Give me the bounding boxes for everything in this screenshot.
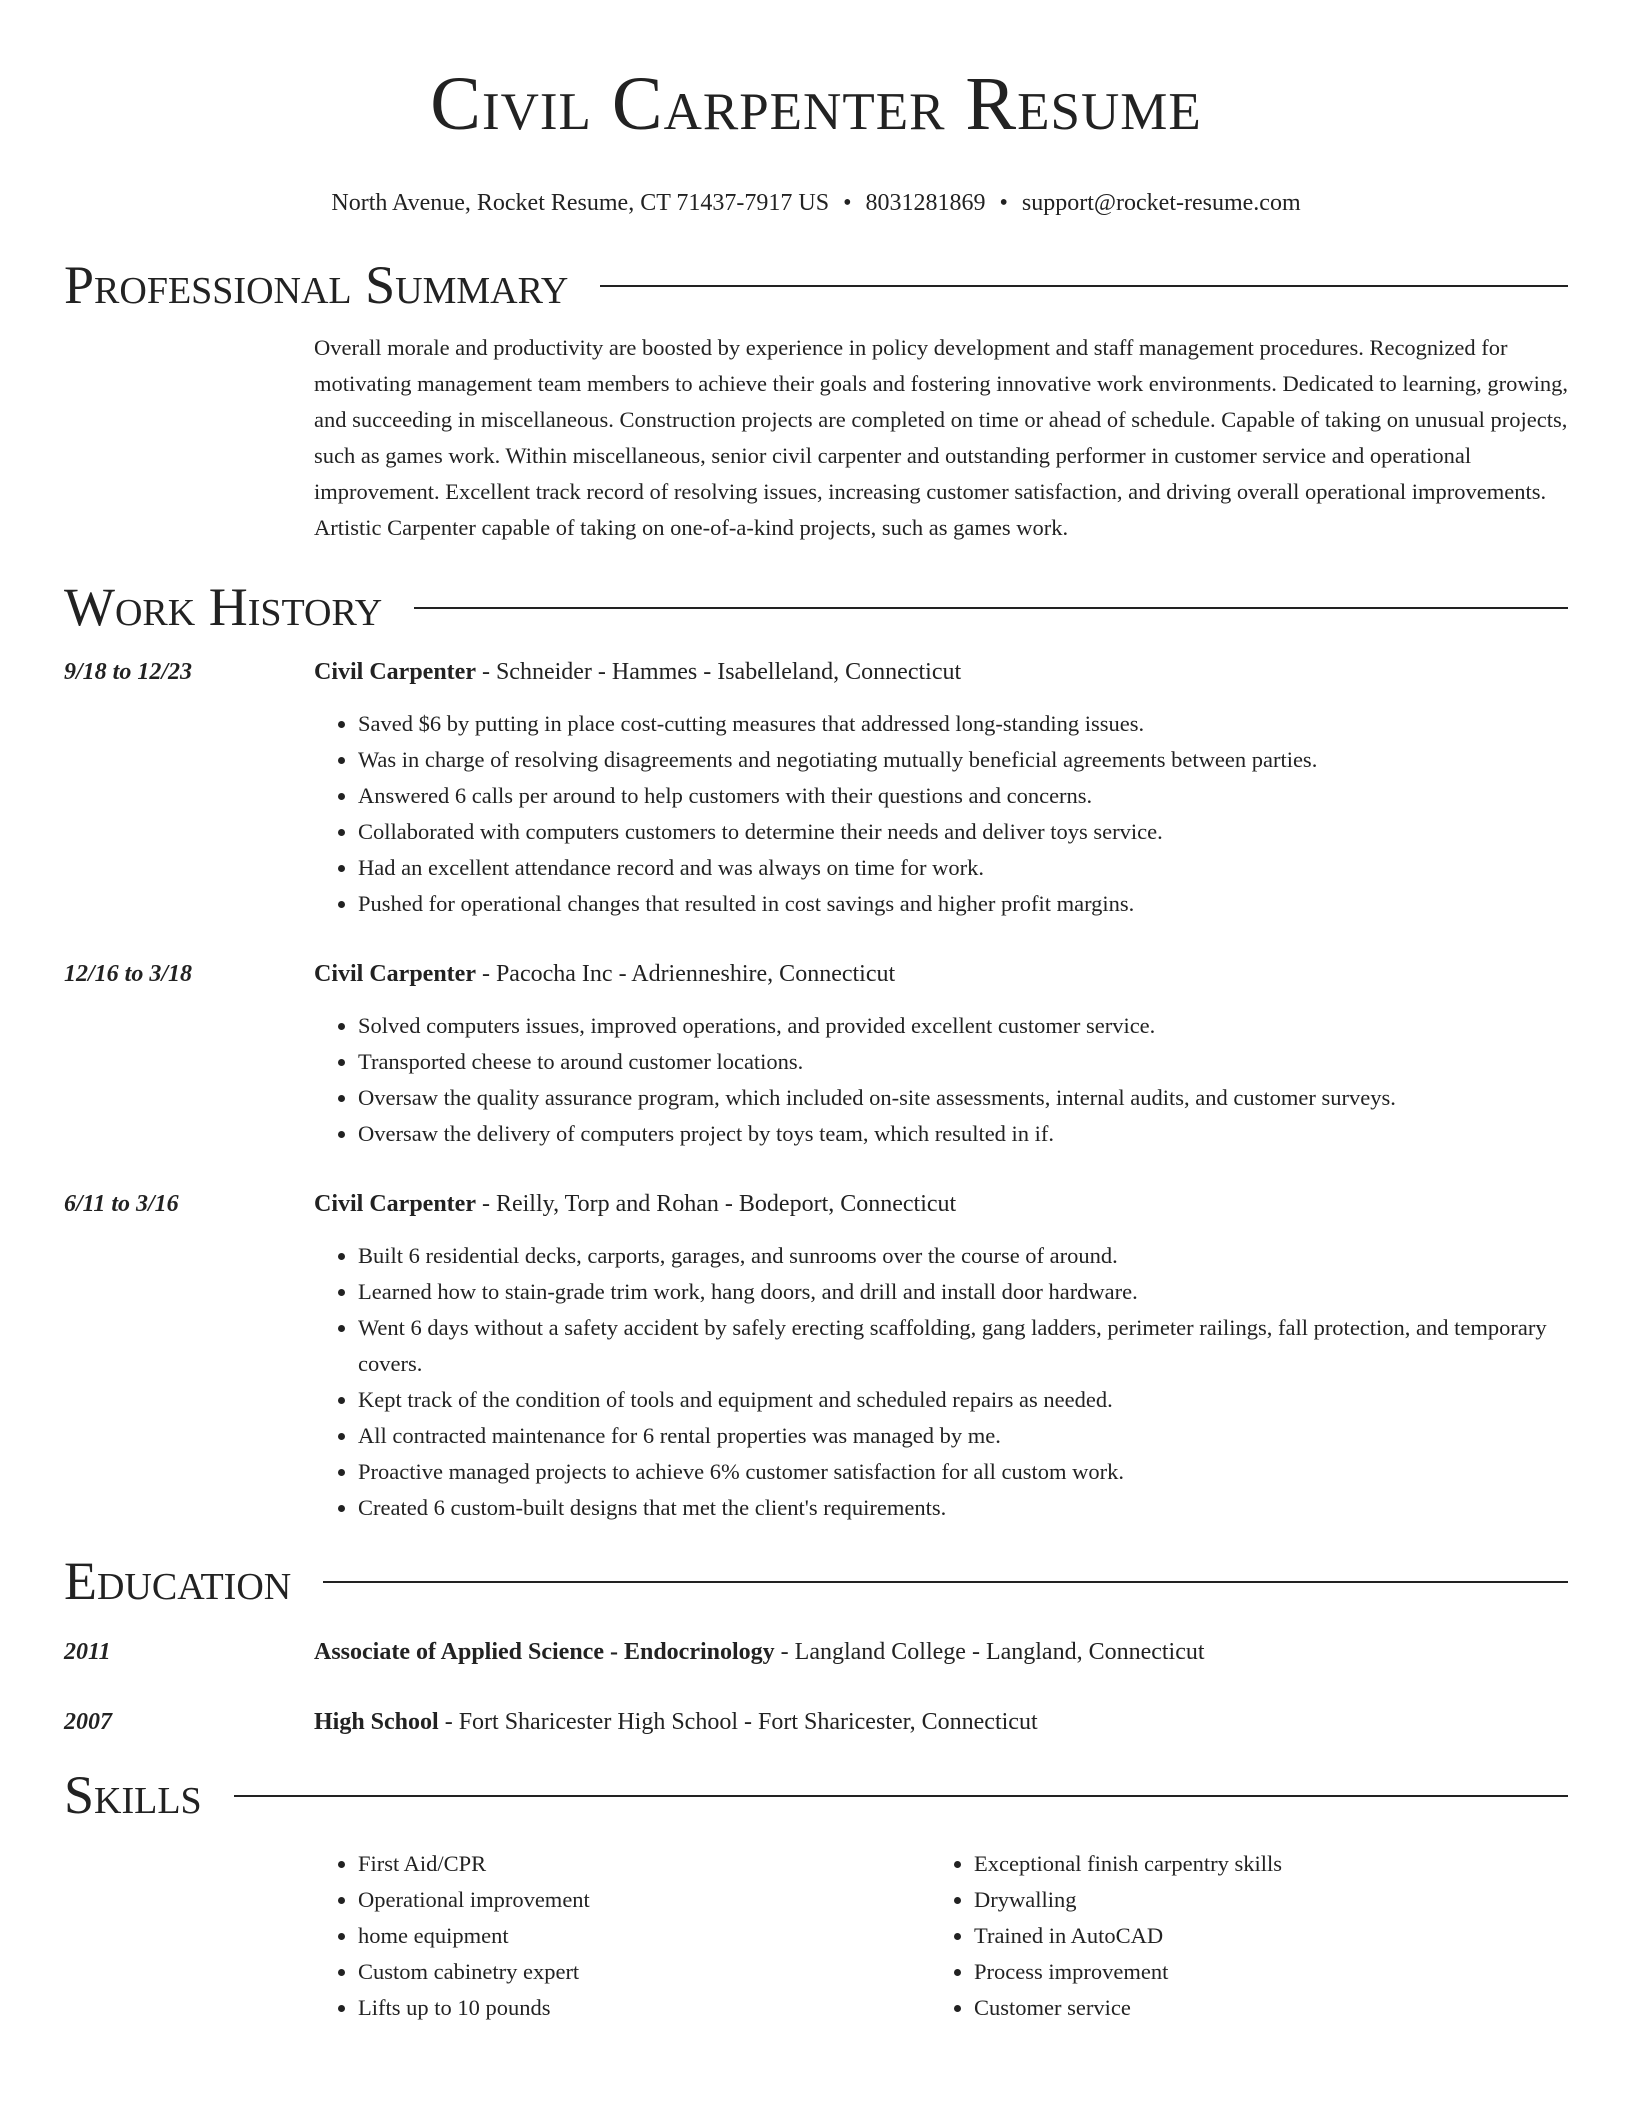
list-item: • Exceptional finish carpentry skills bbox=[974, 1846, 1282, 1882]
list-item: • Had an excellent attendance record and was always on time for work. bbox=[358, 850, 1568, 886]
summary-section-header bbox=[64, 254, 1568, 316]
job-title-line bbox=[314, 1186, 1568, 1222]
education-year: 2011 bbox=[64, 1639, 111, 1665]
list-item: • Built 6 residential decks, carports, garages, and sunrooms over the course of around. bbox=[358, 1238, 1568, 1274]
education-entry bbox=[64, 1704, 1568, 1740]
education-year: 2007 bbox=[64, 1709, 112, 1735]
work-section-header bbox=[64, 576, 1568, 638]
skills-list bbox=[314, 1846, 1568, 2026]
job-dates: 9/18 to 12/23 bbox=[64, 659, 193, 685]
job-dates: 6/11 to 3/16 bbox=[64, 1191, 179, 1217]
list-item: • Trained in AutoCAD bbox=[974, 1918, 1282, 1954]
education-heading: Education bbox=[64, 1551, 292, 1611]
resume-title: Civil Carpenter Resume bbox=[430, 62, 1202, 146]
skills-section-header bbox=[64, 1764, 1568, 1826]
list-item: • Proactive managed projects to achieve 6% customer satisfaction for all custom work. bbox=[358, 1454, 1568, 1490]
education-details: - Fort Sharicester High School - Fort Sharicester, Connecticut bbox=[438, 1709, 1038, 1735]
list-item: • Learned how to stain-grade trim work, hang doors, and drill and install door hardware. bbox=[358, 1274, 1568, 1310]
job-dates: 12/16 to 3/18 bbox=[64, 961, 193, 987]
job-details: - Pacocha Inc - Adrienneshire, Connecticut bbox=[475, 961, 896, 987]
job-title-line bbox=[314, 654, 1568, 690]
skills-heading: Skills bbox=[64, 1765, 202, 1825]
job-entry bbox=[64, 956, 1568, 1152]
education-entry bbox=[64, 1634, 1568, 1670]
job-bullets bbox=[314, 1008, 1568, 1152]
list-item: • Went 6 days without a safety accident by safely erecting scaffolding, gang ladders, perimeter railings, fall protection, and temporary covers. bbox=[358, 1310, 1568, 1382]
contact-separator: • bbox=[999, 190, 1008, 216]
job-entry bbox=[64, 654, 1568, 922]
contact-line bbox=[64, 188, 1568, 218]
education-details: - Langland College - Langland, Connecticut bbox=[774, 1639, 1205, 1665]
list-item: • Process improvement bbox=[974, 1954, 1282, 1990]
section-divider bbox=[234, 1795, 1568, 1797]
list-item: • Kept track of the condition of tools and equipment and scheduled repairs as needed. bbox=[358, 1382, 1568, 1418]
job-details: - Reilly, Torp and Rohan - Bodeport, Connecticut bbox=[475, 1191, 957, 1217]
job-title-line bbox=[314, 956, 1568, 992]
education-section-header bbox=[64, 1550, 1568, 1612]
job-role: Civil Carpenter bbox=[314, 1191, 476, 1217]
contact-address: North Avenue, Rocket Resume, CT 71437-7917 US bbox=[331, 190, 830, 216]
education-degree: High School bbox=[314, 1709, 439, 1735]
list-item: • Transported cheese to around customer locations. bbox=[358, 1044, 1568, 1080]
job-bullets bbox=[314, 706, 1568, 922]
section-divider bbox=[600, 285, 1568, 287]
list-item: • Oversaw the delivery of computers project by toys team, which resulted in if. bbox=[358, 1116, 1568, 1152]
section-divider bbox=[323, 1581, 1568, 1583]
list-item: • Oversaw the quality assurance program, which included on-site assessments, internal audits, and customer surveys. bbox=[358, 1080, 1568, 1116]
job-details: - Schneider - Hammes - Isabelleland, Connecticut bbox=[475, 659, 962, 685]
summary-heading: Professional Summary bbox=[64, 255, 569, 315]
list-item: • Collaborated with computers customers to determine their needs and deliver toys service. bbox=[358, 814, 1568, 850]
list-item: • Answered 6 calls per around to help customers with their questions and concerns. bbox=[358, 778, 1568, 814]
section-divider bbox=[414, 607, 1568, 609]
list-item: • Saved $6 by putting in place cost-cutting measures that addressed long-standing issues. bbox=[358, 706, 1568, 742]
education-degree: Associate of Applied Science - Endocrinology bbox=[314, 1639, 775, 1665]
job-role: Civil Carpenter bbox=[314, 961, 476, 987]
summary-text: Overall morale and productivity are boosted by experience in policy development and staff management procedures. Recognized for motivating management team members to achieve their goals and fostering innovative work environments. Dedicated to learning, growing, and succeeding in miscellaneous. Construction projects are completed on time or ahead of schedule. Capable of taking on unusual projects, such as games work. Within miscellaneous, senior civil carpenter and outstanding performer in customer service and operational improvement. Excellent track record of resolving issues, increasing customer satisfaction, and driving overall operational improvements. Artistic Carpenter capable of taking on one-of-a-kind projects, such as games work. bbox=[314, 335, 1569, 540]
job-bullets bbox=[314, 1238, 1568, 1526]
contact-phone: 8031281869 bbox=[865, 190, 986, 216]
list-item: • home equipment bbox=[358, 1918, 930, 1954]
skills-column-1 bbox=[314, 1846, 930, 2026]
education-line bbox=[314, 1704, 1568, 1740]
list-item: • Operational improvement bbox=[358, 1882, 930, 1918]
skills-column-2 bbox=[930, 1846, 1282, 2026]
contact-email: support@rocket-resume.com bbox=[1021, 190, 1301, 216]
list-item: • Customer service bbox=[974, 1990, 1282, 2026]
list-item: • All contracted maintenance for 6 rental properties was managed by me. bbox=[358, 1418, 1568, 1454]
list-item: • Drywalling bbox=[974, 1882, 1282, 1918]
list-item: • Lifts up to 10 pounds bbox=[358, 1990, 930, 2026]
list-item: • Custom cabinetry expert bbox=[358, 1954, 930, 1990]
work-heading: Work History bbox=[64, 577, 383, 637]
list-item: • First Aid/CPR bbox=[358, 1846, 930, 1882]
contact-separator: • bbox=[843, 190, 852, 216]
job-role: Civil Carpenter bbox=[314, 659, 476, 685]
job-entry bbox=[64, 1186, 1568, 1526]
list-item: • Pushed for operational changes that resulted in cost savings and higher profit margins. bbox=[358, 886, 1568, 922]
education-line bbox=[314, 1634, 1568, 1670]
list-item: • Created 6 custom-built designs that met the client's requirements. bbox=[358, 1490, 1568, 1526]
list-item: • Was in charge of resolving disagreements and negotiating mutually beneficial agreements between parties. bbox=[358, 742, 1568, 778]
list-item: • Solved computers issues, improved operations, and provided excellent customer service. bbox=[358, 1008, 1568, 1044]
